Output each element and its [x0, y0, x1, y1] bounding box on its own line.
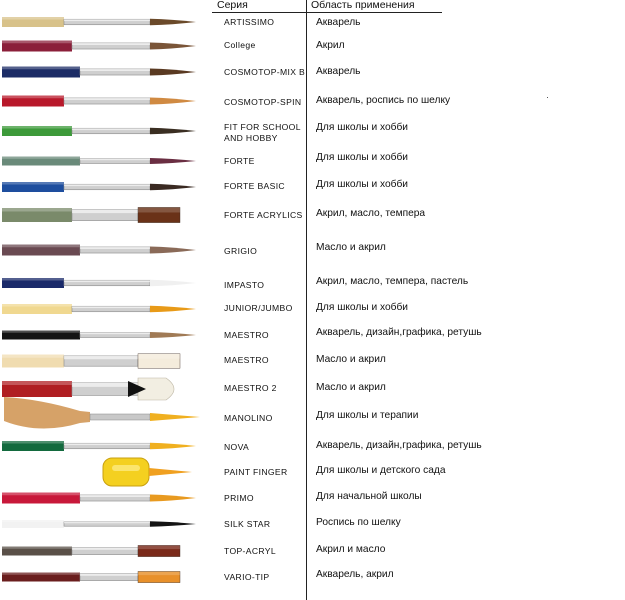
brush-highlight	[2, 355, 64, 358]
series-name: IMPASTO	[224, 280, 265, 290]
brush-tip-shine	[138, 571, 180, 575]
series-name: ARTISSIMO	[224, 17, 275, 27]
brush-handle	[0, 469, 100, 475]
brush-ferrule-shine	[64, 19, 150, 21]
application-area: Акварель	[316, 66, 361, 77]
brush-highlight	[2, 157, 80, 159]
brush-tip	[150, 68, 196, 75]
application-area: Масло и акрил	[316, 242, 386, 253]
brush-ferrule-shine	[64, 522, 150, 523]
series-name: FORTE BASIC	[224, 181, 285, 191]
brush-highlight	[2, 331, 80, 333]
brush-ferrule-shine	[80, 573, 138, 575]
series-name: MANOLINO	[224, 413, 273, 423]
brush-highlight	[2, 182, 64, 185]
brush-ferrule	[90, 414, 150, 420]
brush-highlight	[2, 573, 80, 575]
brush-ferrule-shine	[80, 495, 150, 497]
brush-highlight	[2, 67, 80, 70]
brush-tip	[150, 521, 196, 526]
brush-handle	[103, 458, 149, 486]
brush-highlight	[2, 547, 72, 549]
brush-highlight	[2, 441, 64, 444]
series-name: FORTE ACRYLICS	[224, 210, 303, 220]
series-name: PAINT FINGER	[224, 467, 288, 477]
application-area: Для начальной школы	[316, 491, 422, 502]
application-area: Акварель, роспись по шелку	[316, 95, 451, 106]
brush-tip	[150, 443, 196, 450]
stray-dot	[547, 97, 548, 98]
brush-highlight	[2, 208, 72, 212]
brush-tip	[150, 128, 196, 135]
brush-ferrule-shine	[72, 547, 138, 549]
brush-ferrule-shine	[72, 306, 150, 308]
brushes-illustration	[0, 0, 210, 600]
brush-tip	[150, 42, 196, 49]
brush-highlight	[2, 278, 64, 281]
application-area: Для школы и хобби	[316, 179, 409, 190]
application-area: Акварель, дизайн,графика, ретушь	[316, 327, 482, 338]
brush-highlight	[2, 17, 64, 20]
application-area: Акварель, дизайн,графика, ретушь	[316, 440, 482, 451]
brush-tip-shine	[138, 354, 180, 359]
application-area: Масло и акрил	[316, 354, 386, 365]
brush-highlight	[112, 465, 140, 471]
application-area: Роспись по шелку	[316, 517, 401, 528]
header-underline	[212, 12, 442, 13]
series-name: FORTE	[224, 156, 255, 166]
application-area: Акрил, масло, темпера	[316, 208, 426, 219]
application-area-column-header: Область применения	[311, 0, 415, 11]
brush-tip-shine	[138, 207, 180, 212]
series-name: COSMOTOP-MIX B	[224, 67, 306, 77]
brush-highlight	[2, 520, 64, 522]
brush-tip	[150, 19, 196, 26]
series-name: FIT FOR SCHOOL AND HOBBY	[224, 122, 301, 143]
brush-highlight	[2, 304, 72, 307]
series-name: MAESTRO 2	[224, 383, 277, 393]
brush-highlight	[2, 126, 72, 129]
brush-ferrule-shine	[72, 209, 138, 213]
series-column-header: Серия	[217, 0, 248, 11]
application-area: Акрил, масло, темпера, пастель	[316, 276, 469, 287]
series-name: TOP-ACRYL	[224, 546, 277, 556]
brush-ferrule-shine	[64, 280, 150, 282]
series-name: JUNIOR/JUMBO	[224, 303, 293, 313]
column-divider	[306, 0, 307, 600]
series-name: College	[224, 40, 256, 50]
brush-highlight	[2, 493, 80, 496]
application-area: Акварель, акрил	[316, 569, 394, 580]
brush-tip	[150, 97, 196, 104]
brush-ferrule-shine	[80, 69, 150, 71]
brush-ferrule-shine	[72, 128, 150, 130]
brush-tip	[150, 246, 196, 253]
application-area: Для школы и хобби	[316, 152, 409, 163]
brush-highlight	[2, 381, 72, 385]
application-area: Акрил	[316, 40, 345, 51]
brush-highlight	[2, 96, 64, 99]
brush-tip	[150, 332, 196, 338]
brush-ferrule-shine	[72, 43, 150, 45]
brush-tip-shine	[138, 545, 180, 549]
series-name: VARIO-TIP	[224, 572, 270, 582]
brush-handle	[4, 397, 90, 429]
series-name: MAESTRO	[224, 355, 269, 365]
brush-ferrule-shine	[64, 184, 150, 186]
brush-ferrule-shine	[64, 443, 150, 445]
brush-tip	[150, 413, 200, 421]
application-area: Масло и акрил	[316, 382, 386, 393]
brush-ferrule-shine	[80, 247, 150, 249]
application-area: Акварель	[316, 17, 361, 28]
brush-ferrule-shine	[80, 333, 150, 335]
brush-tip	[150, 306, 196, 313]
application-area: Для школы и хобби	[316, 302, 409, 313]
brush-tip	[150, 158, 196, 164]
brush-highlight	[2, 41, 72, 44]
brush-tip	[150, 494, 196, 501]
series-name: PRIMO	[224, 493, 254, 503]
brush-ferrule-shine	[64, 356, 138, 359]
application-area: Для школы и детского сада	[316, 465, 446, 476]
series-name: GRIGIO	[224, 246, 258, 256]
brush-tip	[150, 280, 196, 287]
brush-ferrule-shine	[80, 159, 150, 161]
brush-highlight	[2, 245, 80, 248]
brush-tip	[150, 184, 196, 191]
application-area: Для школы и хобби	[316, 122, 409, 133]
series-name: COSMOTOP-SPIN	[224, 97, 302, 107]
application-area: Для школы и терапии	[316, 410, 419, 421]
series-name: NOVA	[224, 442, 250, 452]
brush-ferrule-shine	[64, 98, 150, 100]
series-name: SILK STAR	[224, 519, 271, 529]
brush-tip	[149, 468, 192, 476]
application-area: Акрил и масло	[316, 544, 386, 555]
series-name: MAESTRO	[224, 330, 269, 340]
